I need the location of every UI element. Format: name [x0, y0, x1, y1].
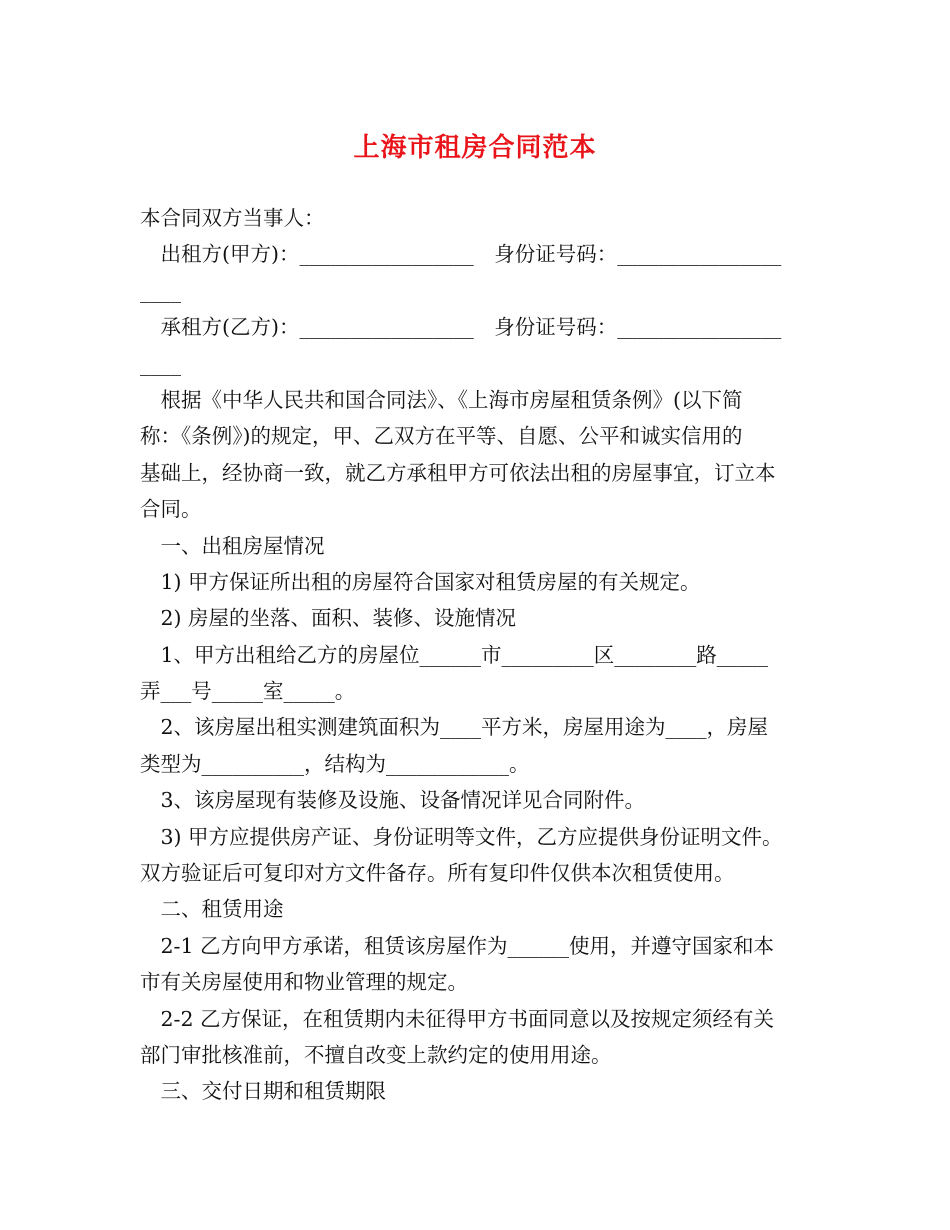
lessor-line: 出租方(甲方)：_________________ 身份证号码：________________ [140, 242, 782, 267]
document-title: 上海市租房合同范本 [353, 133, 597, 163]
preamble-line-1: 根据《中华人民共和国合同法》、《上海市房屋租赁条例》(以下简 [140, 387, 743, 412]
item-2-area: 2、该房屋出租实测建筑面积为____平方米，房屋用途为____，房屋 [140, 715, 769, 740]
contract-body [140, 200, 816, 1110]
lessee-line-continued: ____ [140, 351, 181, 376]
clause-2-1-continued: 市有关房屋使用和物业管理的规定。 [140, 970, 468, 995]
clause-1-3-continued: 双方验证后可复印对方文件备存。所有复印件仅供本次租赁使用。 [140, 861, 735, 886]
clause-1-1: 1) 甲方保证所出租的房屋符合国家对租赁房屋的有关规定。 [140, 569, 701, 594]
clause-1-3: 3) 甲方应提供房产证、身份证明等文件，乙方应提供身份证明文件。 [140, 824, 783, 849]
section-2-heading: 二、租赁用途 [140, 897, 284, 922]
item-1-location: 1、甲方出租给乙方的房屋位______市_________区________路_____ [140, 642, 769, 667]
item-3-facilities: 3、该房屋现有装修及设施、设备情况详见合同附件。 [140, 788, 646, 813]
clause-2-2-continued: 部门审批核准前，不擅自改变上款约定的使用用途。 [140, 1042, 612, 1067]
section-1-heading: 一、出租房屋情况 [140, 533, 325, 558]
clause-2-1: 2-1 乙方向甲方承诺，租赁该房屋作为______使用，并遵守国家和本 [140, 933, 775, 958]
item-2-area-continued: 类型为__________，结构为____________。 [140, 751, 530, 776]
preamble-line-4: 合同。 [140, 497, 202, 522]
section-3-heading: 三、交付日期和租赁期限 [140, 1079, 386, 1104]
parties-heading: 本合同双方当事人： [140, 206, 325, 230]
lessee-line: 承租方(乙方)：_________________ 身份证号码：________________ [140, 315, 782, 340]
clause-1-2: 2) 房屋的坐落、面积、装修、设施情况 [140, 606, 517, 631]
preamble-line-3: 基础上，经协商一致，就乙方承租甲方可依法出租的房屋事宜，订立本 [140, 460, 776, 485]
lessor-line-continued: ____ [140, 278, 181, 303]
clause-2-2: 2-2 乙方保证，在租赁期内未征得甲方书面同意以及按规定须经有关 [140, 1006, 775, 1031]
item-1-location-continued: 弄___号_____室_____。 [140, 679, 356, 704]
preamble-line-2: 称：《条例》)的规定，甲、乙双方在平等、自愿、公平和诚实信用的 [140, 424, 743, 449]
